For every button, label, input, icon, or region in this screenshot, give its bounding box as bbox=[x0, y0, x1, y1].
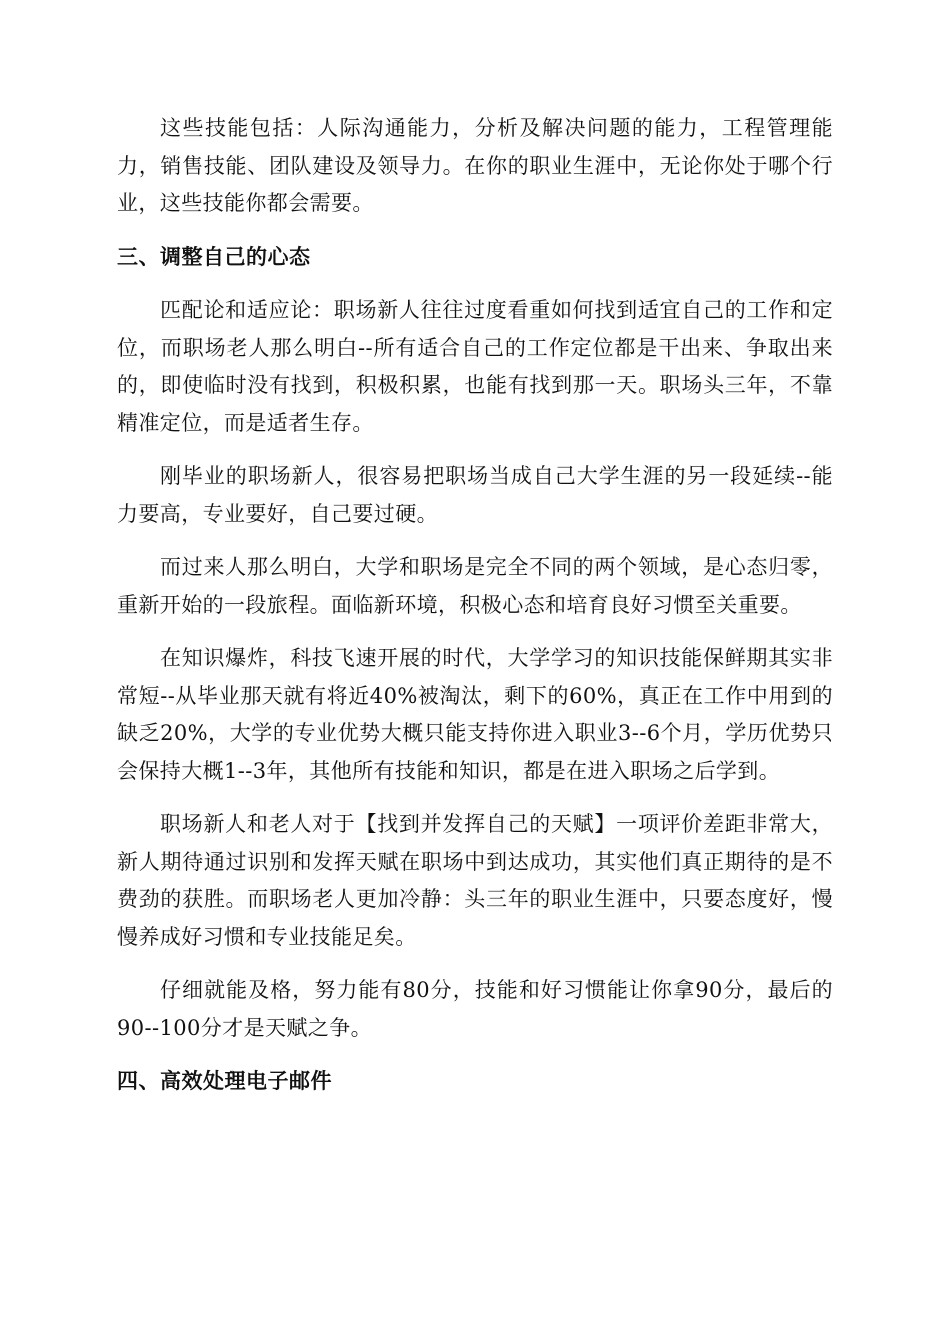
section-heading-3: 三、调整自己的心态 bbox=[117, 244, 311, 269]
paragraph-new-graduates: 刚毕业的职场新人，很容易把职场当成自己大学生涯的另一段延续--能力要高，专业要好，自己要过硬。 bbox=[117, 464, 833, 526]
section-heading-4: 四、高效处理电子邮件 bbox=[117, 1069, 332, 1093]
paragraph-talent-evaluation: 职场新人和老人对于【找到并发挥自己的天赋】一项评价差距非常大，新人期待通过识别和发挥天赋在职场中到达成功，其实他们真正期待的是不费劲的获胜。而职场老人更加冷静：头三年的职业生涯中，只要态度好，慢慢养成好习惯和专业技能足矣。 bbox=[117, 812, 833, 949]
paragraph-matching-theory: 匹配论和适应论：职场新人往往过度看重如何找到适宜自己的工作和定位，而职场老人那么明白--所有适合自己的工作定位都是干出来、争取出来的，即使临时没有找到，积极积累，也能有找到那一天。职场头三年，不靠精准定位，而是适者生存。 bbox=[117, 298, 833, 435]
document-page bbox=[117, 110, 833, 1117]
paragraph-scores: 仔细就能及格，努力能有80分，技能和好习惯能让你拿90分，最后的90--100分才是天赋之争。 bbox=[117, 978, 833, 1040]
paragraph-knowledge-shelf-life: 在知识爆炸，科技飞速开展的时代，大学学习的知识技能保鲜期其实非常短--从毕业那天就有将近40%被淘汰，剩下的60%，真正在工作中用到的缺乏20%，大学的专业优势大概只能支持你进入职业3--6个月，学历优势只会保持大概1--3年，其他所有技能和知识，都是在进入职场之后学到。 bbox=[117, 646, 833, 783]
paragraph-mindset-reset: 而过来人那么明白，大学和职场是完全不同的两个领域，是心态归零，重新开始的一段旅程。面临新环境，积极心态和培育良好习惯至关重要。 bbox=[117, 555, 833, 617]
paragraph-skills: 这些技能包括：人际沟通能力，分析及解决问题的能力，工程管理能力，销售技能、团队建设及领导力。在你的职业生涯中，无论你处于哪个行业，这些技能你都会需要。 bbox=[117, 116, 833, 215]
